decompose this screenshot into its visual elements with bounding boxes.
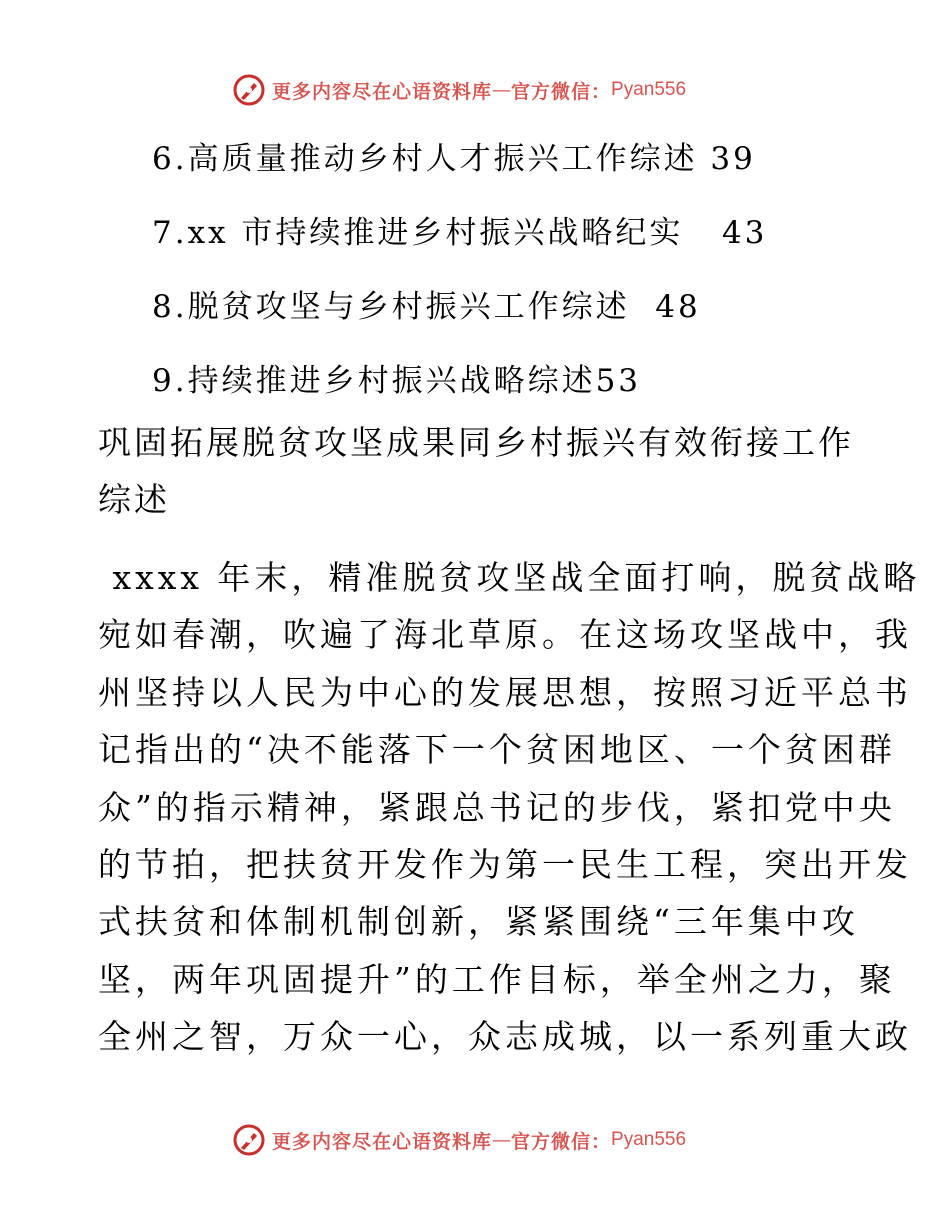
toc-item: 8.脱贫攻坚与乡村振兴工作综述 48 — [152, 289, 701, 325]
watermark-channel: 官方微信： — [511, 1130, 612, 1153]
body-line: xxxx 年末，精准脱贫攻坚战全面打响，脱贫战略 — [98, 558, 921, 597]
header-watermark — [232, 70, 686, 110]
watermark-separator: — — [492, 1129, 512, 1151]
body-line: 全州之智，万众一心，众志成城，以一系列重大政 — [98, 1017, 912, 1057]
table-of-contents — [152, 122, 767, 418]
article-title: 巩固拓展脱贫攻坚成果同乡村振兴有效衔接工作综述 — [98, 423, 854, 519]
body-line: 式扶贫和体制机制创新，紧紧围绕“三年集中攻 — [98, 902, 859, 942]
body-line: 记指出的“决不能落下一个贫困地区、一个贫困群 — [98, 730, 896, 770]
pen-circle-logo-icon — [232, 1123, 266, 1157]
watermark-text: 更多内容尽在心语资料库 — [272, 80, 493, 103]
article-body — [98, 549, 921, 1066]
body-line: 宛如春潮，吹遍了海北草原。在这场攻坚战中，我 — [98, 615, 912, 655]
toc-item: 7.xx 市持续推进乡村振兴战略纪实 43 — [152, 215, 768, 251]
footer-watermark — [232, 1120, 686, 1160]
body-line: 众”的指示精神，紧跟总书记的步伐，紧扣党中央 — [98, 787, 896, 827]
watermark-text: 更多内容尽在心语资料库 — [272, 1130, 493, 1153]
pen-circle-logo-icon — [232, 73, 266, 107]
watermark-account: Pyan556 — [611, 79, 687, 100]
body-line: 的节拍，把扶贫开发作为第一民生工程，突出开发 — [98, 844, 912, 884]
body-line: 坚，两年巩固提升”的工作目标，举全州之力，聚 — [98, 959, 896, 999]
watermark-separator: — — [492, 79, 512, 101]
watermark-channel: 官方微信： — [511, 80, 612, 103]
body-line: 州坚持以人民为中心的发展思想，按照习近平总书 — [98, 672, 912, 712]
toc-item: 9.持续推进乡村振兴战略综述53 — [152, 363, 642, 399]
toc-item: 6.高质量推动乡村人才振兴工作综述 39 — [152, 141, 756, 177]
watermark-account: Pyan556 — [611, 1129, 687, 1150]
